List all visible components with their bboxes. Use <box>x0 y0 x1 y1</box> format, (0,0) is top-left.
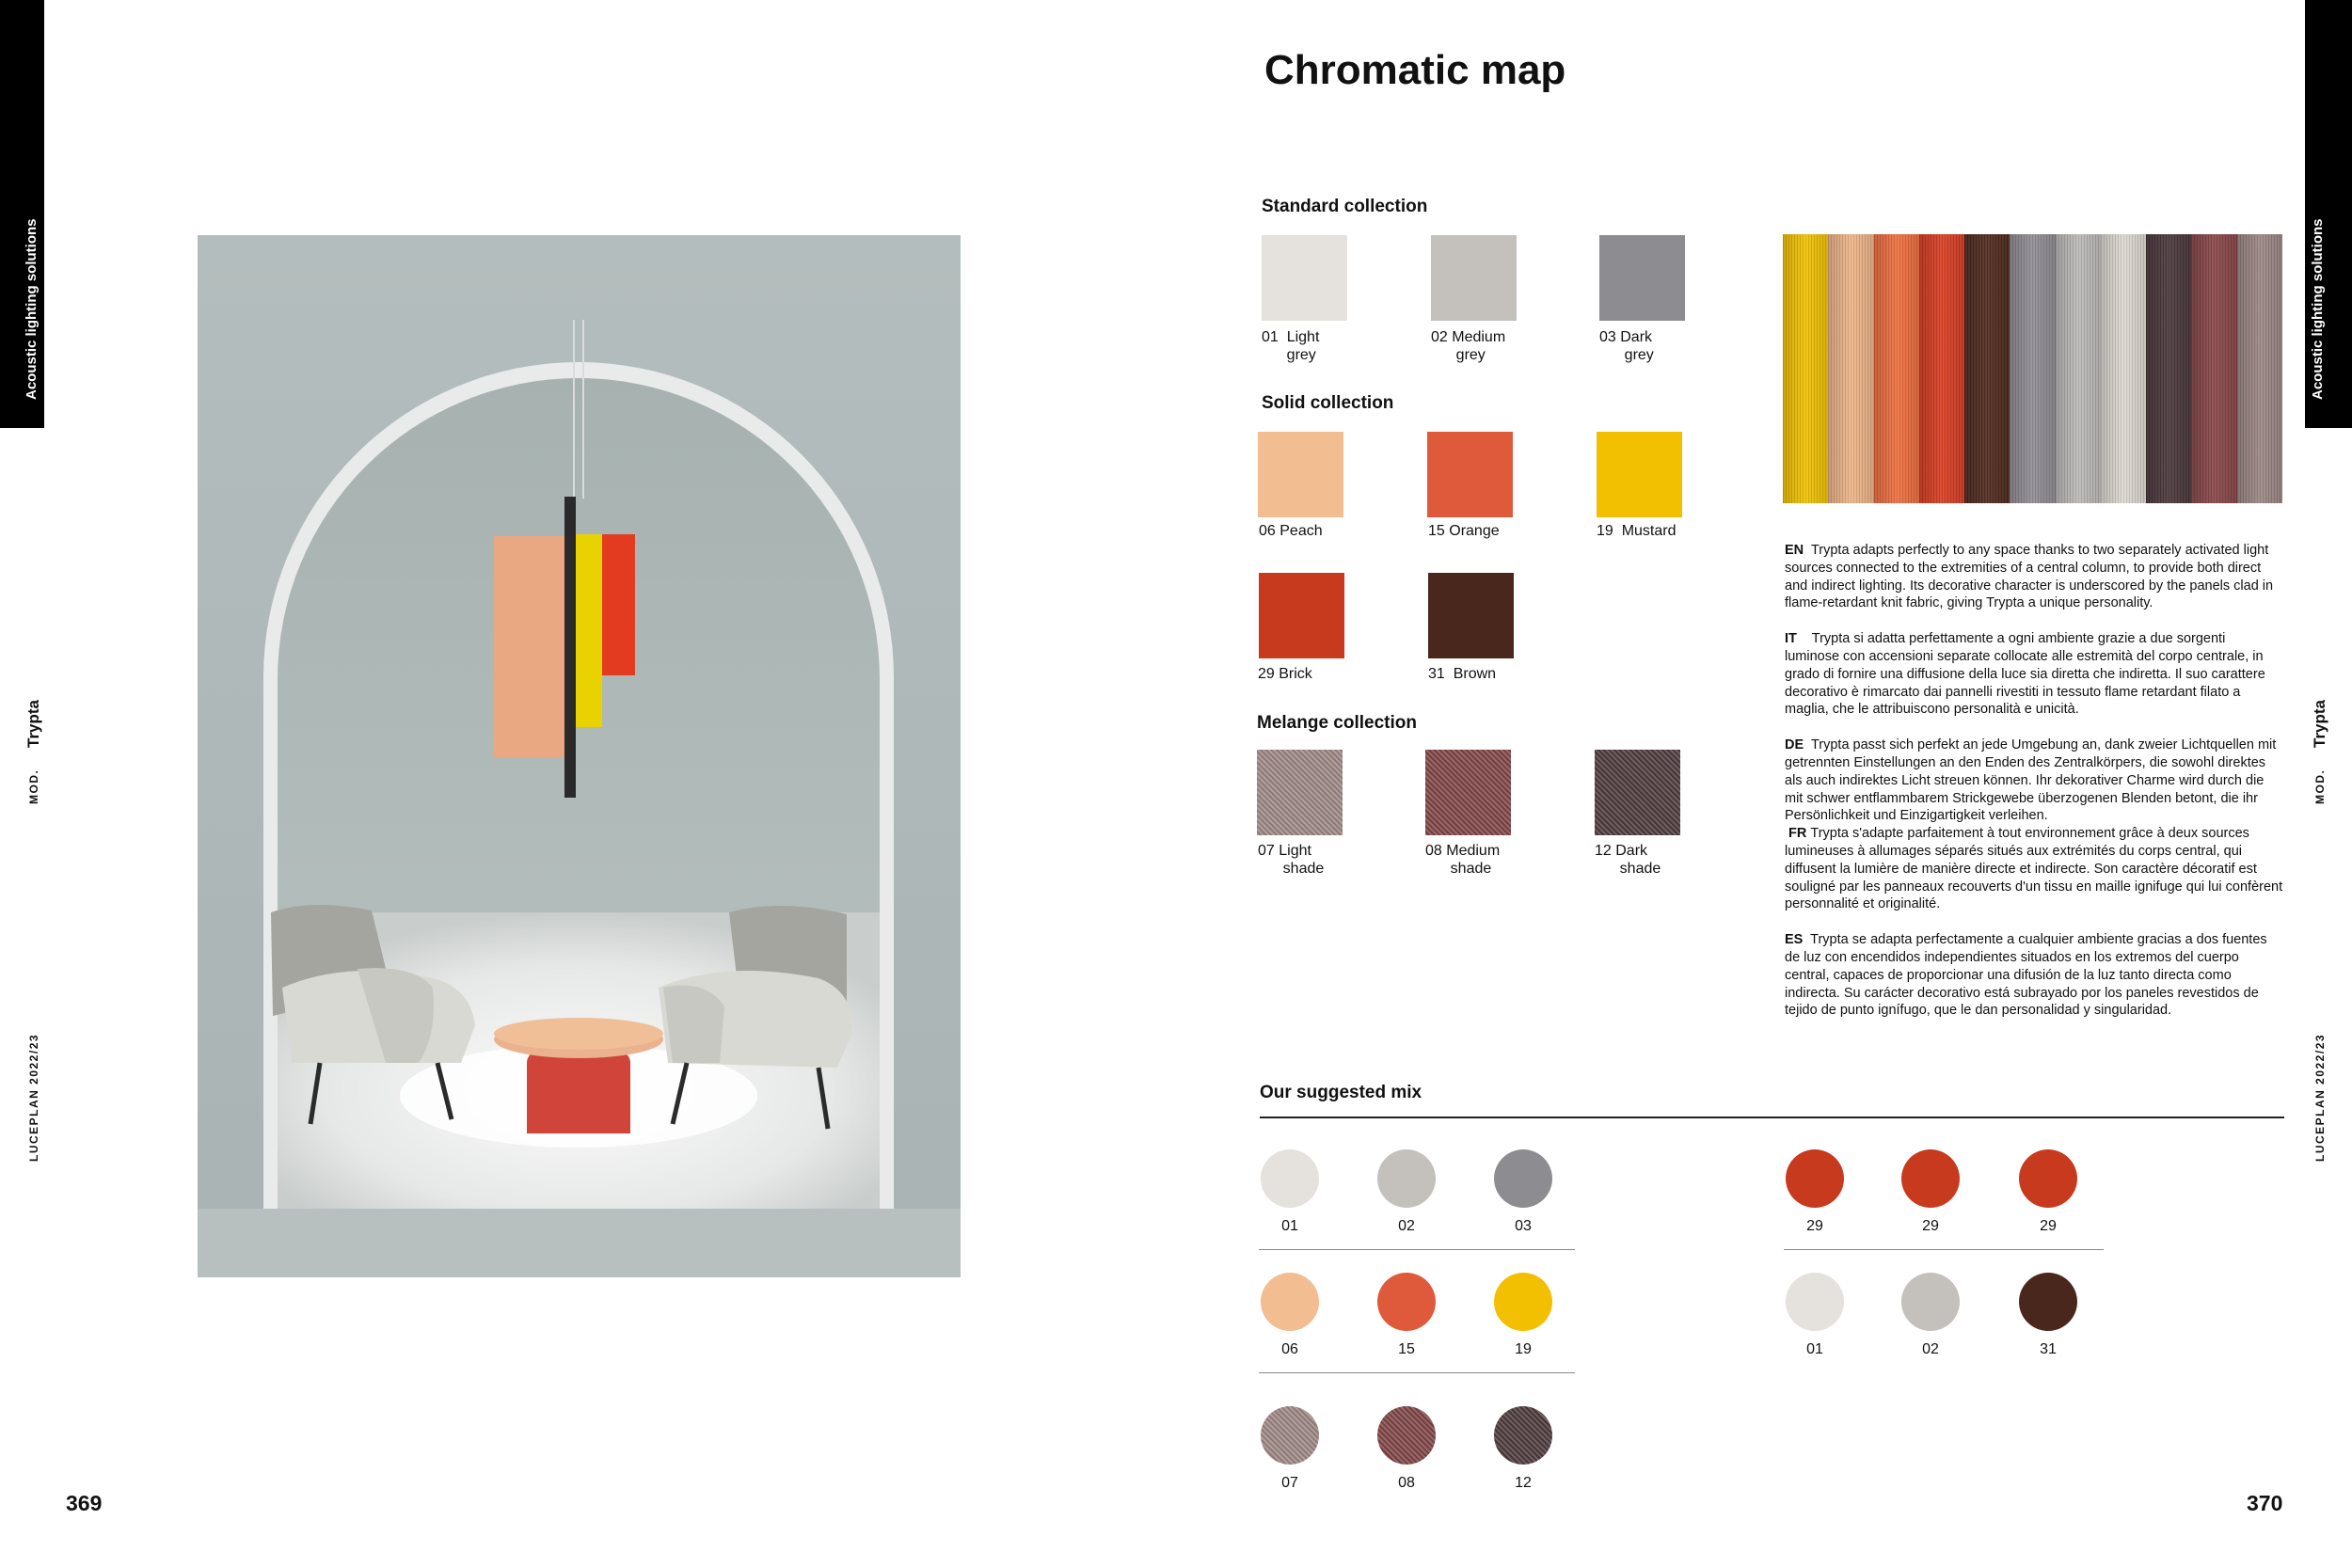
swatch-label: 29 Brick <box>1258 666 1312 682</box>
mix-circle-06 <box>1261 1273 1319 1331</box>
mix-circle-label: 03 <box>1515 1218 1532 1234</box>
description-text-es: Trypta se adapta perfectamente a cualquier ambiente gracias a dos fuentes de luz con encendidos independientes situados en los extremos del cuerpo central, capaces de proporcionar una difusión de la luz tanto directa como indirecta. Su carácter decorativo está subrayado por los paneles revestidos de tejido de punto ignífugo, que le dan personalidad y singularidad. <box>1785 932 2267 1019</box>
fabric-strip <box>1919 234 1964 503</box>
mix-circle-label: 19 <box>1515 1341 1532 1357</box>
mix-circle-01 <box>1786 1273 1844 1331</box>
mix-circle-label: 29 <box>1922 1218 1939 1234</box>
mix-circle-label: 31 <box>2040 1341 2057 1357</box>
lang-code-de: DE <box>1785 737 1804 753</box>
page-title: Chromatic map <box>1264 47 1566 93</box>
swatch-label: 03 Dark grey <box>1599 329 1654 363</box>
mix-left-row-divider <box>1259 1249 1575 1250</box>
description-es <box>1785 931 2283 1020</box>
mix-circle-label: 07 <box>1281 1475 1298 1491</box>
mix-circle-label: 01 <box>1281 1218 1298 1234</box>
right-product-label: Trypta <box>2311 699 2328 748</box>
left-tab-label: Acoustic lighting solutions <box>24 218 40 400</box>
mix-circle-label: 02 <box>1922 1341 1939 1357</box>
swatch-label: 19 Mustard <box>1597 523 1677 539</box>
swatch-label: 01 Light grey <box>1262 329 1320 363</box>
mix-circle-07 <box>1261 1406 1319 1465</box>
solid-collection-heading: Solid collection <box>1262 393 1394 413</box>
fabric-strip <box>2101 234 2146 503</box>
fabric-strip <box>1874 234 1919 503</box>
fabric-strip <box>1828 234 1873 503</box>
swatch-07-light-shade <box>1257 750 1343 835</box>
swatch-03-dark-grey <box>1599 235 1685 321</box>
left-catalog-label: LUCEPLAN 2022/23 <box>27 1033 40 1162</box>
right-tab-label: Acoustic lighting solutions <box>2310 218 2326 400</box>
mix-circle-01 <box>1261 1149 1319 1208</box>
mix-left-row-divider <box>1259 1372 1575 1373</box>
page-number-left: 369 <box>66 1491 103 1515</box>
description-en <box>1785 542 2283 612</box>
mix-circle-08 <box>1377 1406 1436 1465</box>
suggested-mix-divider <box>1260 1117 2284 1118</box>
left-mod-label: MOD. <box>27 768 40 804</box>
swatch-label: 08 Medium shade <box>1425 843 1501 877</box>
description-text-de: Trypta passt sich perfekt an jede Umgebung an, dank zweier Lichtquellen mit getrennten Einstellungen an den Enden des Zentralkörpers, die sowohl direktes als auch indirektes Licht streuen können. Ihr dekorativer Charme wird durch die mit schwer entflammbarem Strickgewebe überzogenen Blenden betont, die ihr Persönlichkeit und Einzigartigkeit verleihen. <box>1785 737 2277 824</box>
swatch-label: 15 Orange <box>1428 523 1500 539</box>
swatch-12-dark-shade <box>1595 750 1680 835</box>
mix-circle-29 <box>1901 1149 1960 1208</box>
description-text-it: Trypta si adatta perfettamente a ogni ambiente grazie a due sorgenti luminose con accensioni separate collocate alle estremità del corpo centrale, in grado di fornire una diffusione della luce sia diretta che indiretta. Il suo carattere decorativo è rimarcato dai pannelli rivestiti in tessuto flame retardant filato a maglia, che le attribuiscono personalità e unicità. <box>1785 631 2265 718</box>
mix-circle-15 <box>1377 1273 1436 1331</box>
mix-circle-29 <box>2019 1149 2077 1208</box>
mix-circle-label: 29 <box>1806 1218 1823 1234</box>
suggested-mix-heading: Our suggested mix <box>1260 1083 1422 1102</box>
right-mod-label: MOD. <box>2313 768 2327 804</box>
mix-circle-19 <box>1494 1273 1552 1331</box>
lang-code-it: IT <box>1785 631 1797 647</box>
mix-circle-label: 29 <box>2040 1218 2057 1234</box>
multilingual-description <box>1785 542 2283 1037</box>
swatch-31-brown <box>1428 573 1514 658</box>
fabric-strip <box>2237 234 2282 503</box>
swatch-29-brick <box>1259 573 1344 658</box>
fabric-strip <box>2191 234 2236 503</box>
mix-circle-03 <box>1494 1149 1552 1208</box>
swatch-08-medium-shade <box>1425 750 1511 835</box>
left-product-label: Trypta <box>24 699 42 748</box>
mix-circle-label: 12 <box>1515 1475 1532 1491</box>
fabric-samples-photo <box>1783 234 2282 503</box>
lang-code-fr: FR <box>1788 826 1807 842</box>
swatch-01-light-grey <box>1262 235 1347 321</box>
mix-circle-31 <box>2019 1273 2077 1331</box>
mix-circle-02 <box>1377 1149 1436 1208</box>
fabric-strip <box>2146 234 2191 503</box>
swatch-19-mustard <box>1597 432 1682 517</box>
right-catalog-label: LUCEPLAN 2022/23 <box>2313 1033 2327 1162</box>
swatch-label: 06 Peach <box>1259 523 1323 539</box>
fabric-strip <box>1783 234 1828 503</box>
swatch-label: 12 Dark shade <box>1595 843 1661 877</box>
swatch-06-peach <box>1258 432 1343 517</box>
mix-circle-12 <box>1494 1406 1552 1465</box>
swatch-label: 02 Medium grey <box>1431 329 1506 363</box>
swatch-02-medium-grey <box>1431 235 1517 321</box>
fabric-strip <box>2010 234 2055 503</box>
room-illustration <box>198 235 961 1277</box>
lang-code-en: EN <box>1785 543 1804 558</box>
description-text-fr: Trypta s'adapte parfaitement à tout environnement grâce à deux sources lumineuses à allumages séparés situés aux extrémités du corps central, qui diffusent la lumière de manière directe et indirecte. Son caractère décoratif est souligné par les panneaux recouverts d'un tissu en maille ignifuge qui lui confèrent personnalité et originalité. <box>1785 826 2283 912</box>
swatch-15-orange <box>1427 432 1513 517</box>
swatch-label: 07 Light shade <box>1258 843 1325 877</box>
mix-circle-29 <box>1786 1149 1844 1208</box>
standard-collection-heading: Standard collection <box>1262 197 1428 216</box>
room-photo <box>198 235 961 1277</box>
mix-circle-label: 02 <box>1398 1218 1415 1234</box>
lang-code-es: ES <box>1785 932 1804 948</box>
mix-circle-label: 08 <box>1398 1475 1415 1491</box>
page-number-right: 370 <box>2247 1491 2283 1515</box>
mix-right-row-divider <box>1784 1249 2104 1250</box>
swatch-label: 31 Brown <box>1428 666 1497 682</box>
melange-collection-heading: Melange collection <box>1257 713 1417 733</box>
description-fr <box>1785 825 2283 913</box>
description-text-en: Trypta adapts perfectly to any space thanks to two separately activated light sources connected to the extremities of a central column, to provide both direct and indirect lighting. Its decorative character is underscored by the panels clad in flame-retardant knit fabric, giving Trypta a unique personality. <box>1785 543 2274 611</box>
fabric-strip <box>2056 234 2101 503</box>
description-de <box>1785 736 2283 825</box>
mix-circle-label: 15 <box>1398 1341 1415 1357</box>
mix-circle-label: 01 <box>1806 1341 1823 1357</box>
description-it <box>1785 630 2283 719</box>
fabric-strip <box>1964 234 2010 503</box>
mix-circle-02 <box>1901 1273 1960 1331</box>
mix-circle-label: 06 <box>1281 1341 1298 1357</box>
